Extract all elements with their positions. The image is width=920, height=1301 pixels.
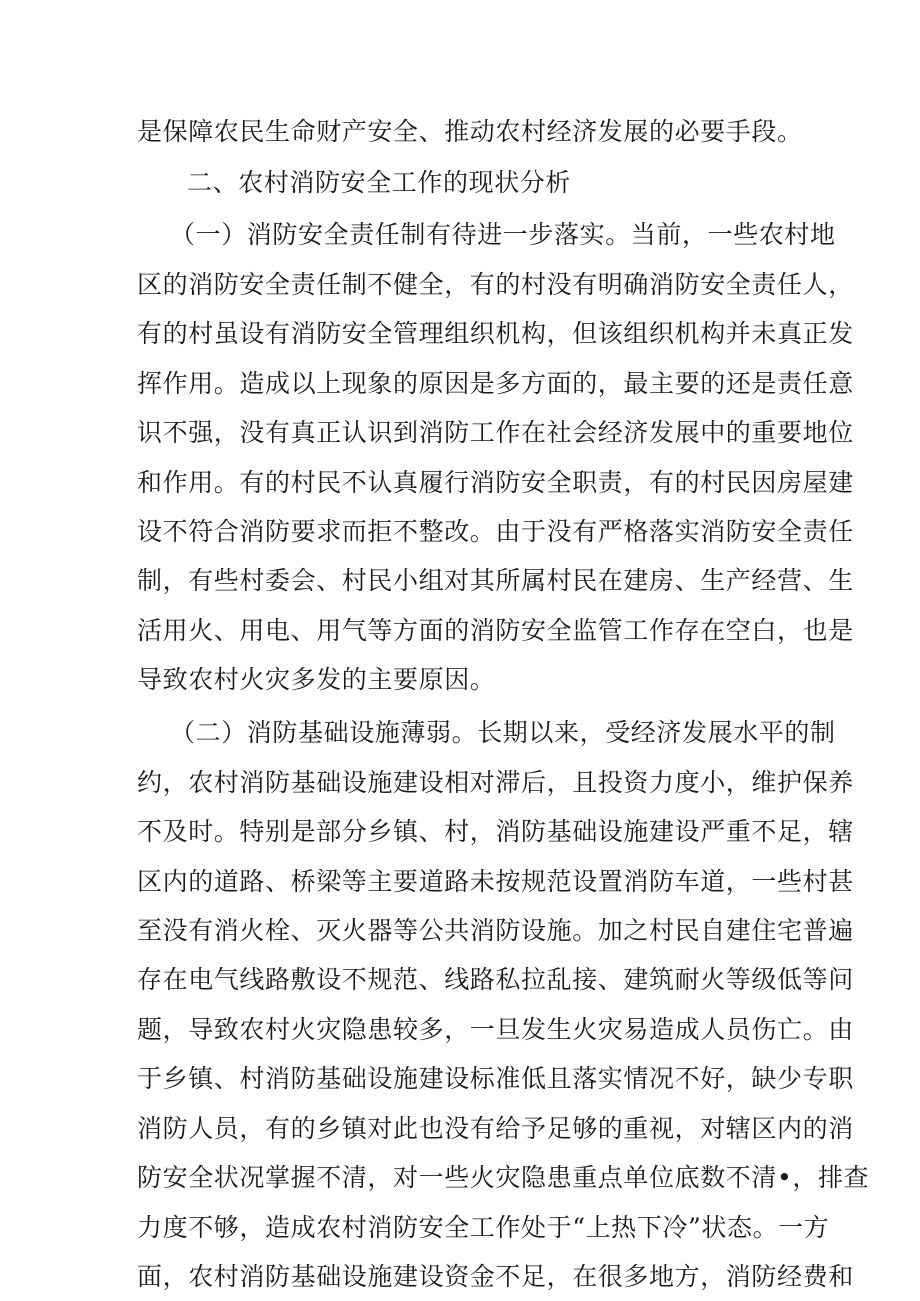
text-line: 和作用。有的村民不认真履行消防安全职责，有的村民因房屋建 (137, 468, 854, 497)
text-line: 消防人员，有的乡镇对此也没有给予足够的重视，对辖区内的消 (137, 1114, 854, 1143)
text-line: （一）消防安全责任制有待进一步落实。当前，一些农村地 (170, 220, 836, 249)
text-line: 识不强，没有真正认识到消防工作在社会经济发展中的重要地位 (137, 418, 854, 447)
text-line: 至没有消火栓、灭火器等公共消防设施。加之村民自建住宅普遍 (137, 916, 854, 945)
text-line: 设不符合消防要求而拒不整改。由于没有严格落实消防安全责任 (137, 517, 854, 546)
text-line: 防安全状况掌握不清，对一些火灾隐患重点单位底数不清•，排查 (137, 1163, 870, 1192)
text-line: 导致农村火灾多发的主要原因。 (137, 665, 496, 694)
text-line: （二）消防基础设施薄弱。长期以来，受经济发展水平的制 (170, 718, 836, 747)
text-line: 活用火、用电、用气等方面的消防安全监管工作存在空白，也是 (137, 616, 854, 645)
text-line: 存在电气线路敷设不规范、线路私拉乱接、建筑耐火等级低等问 (137, 965, 854, 994)
text-line: 约，农村消防基础设施建设相对滞后，且投资力度小，维护保养 (137, 768, 854, 797)
text-line: 有的村虽设有消防安全管理组织机构，但该组织机构并未真正发 (137, 319, 854, 348)
text-line: 区的消防安全责任制不健全，有的村没有明确消防安全责任人， (137, 270, 854, 299)
text-line: 挥作用。造成以上现象的原因是多方面的，最主要的还是责任意 (137, 369, 854, 398)
text-line: 制，有些村委会、村民小组对其所属村民在建房、生产经营、生 (137, 566, 854, 595)
text-line: 题，导致农村火灾隐患较多，一旦发生火灾易造成人员伤亡。由 (137, 1015, 854, 1044)
text-line: 面，农村消防基础设施建设资金不足，在很多地方，消防经费和 (137, 1262, 854, 1291)
text-line: 是保障农民生命财产安全、推动农村经济发展的必要手段。 (137, 117, 803, 146)
text-line: 于乡镇、村消防基础设施建设标准低且落实情况不好，缺少专职 (137, 1064, 854, 1093)
text-line: 区内的道路、桥梁等主要道路未按规范设置消防车道，一些村甚 (137, 867, 854, 896)
text-line: 力度不够，造成农村消防安全工作处于“上热下冷”状态。一方 (137, 1213, 830, 1242)
section-heading: 二、农村消防安全工作的现状分析 (187, 168, 572, 197)
text-line: 不及时。特别是部分乡镇、村，消防基础设施建设严重不足，辖 (137, 817, 854, 846)
